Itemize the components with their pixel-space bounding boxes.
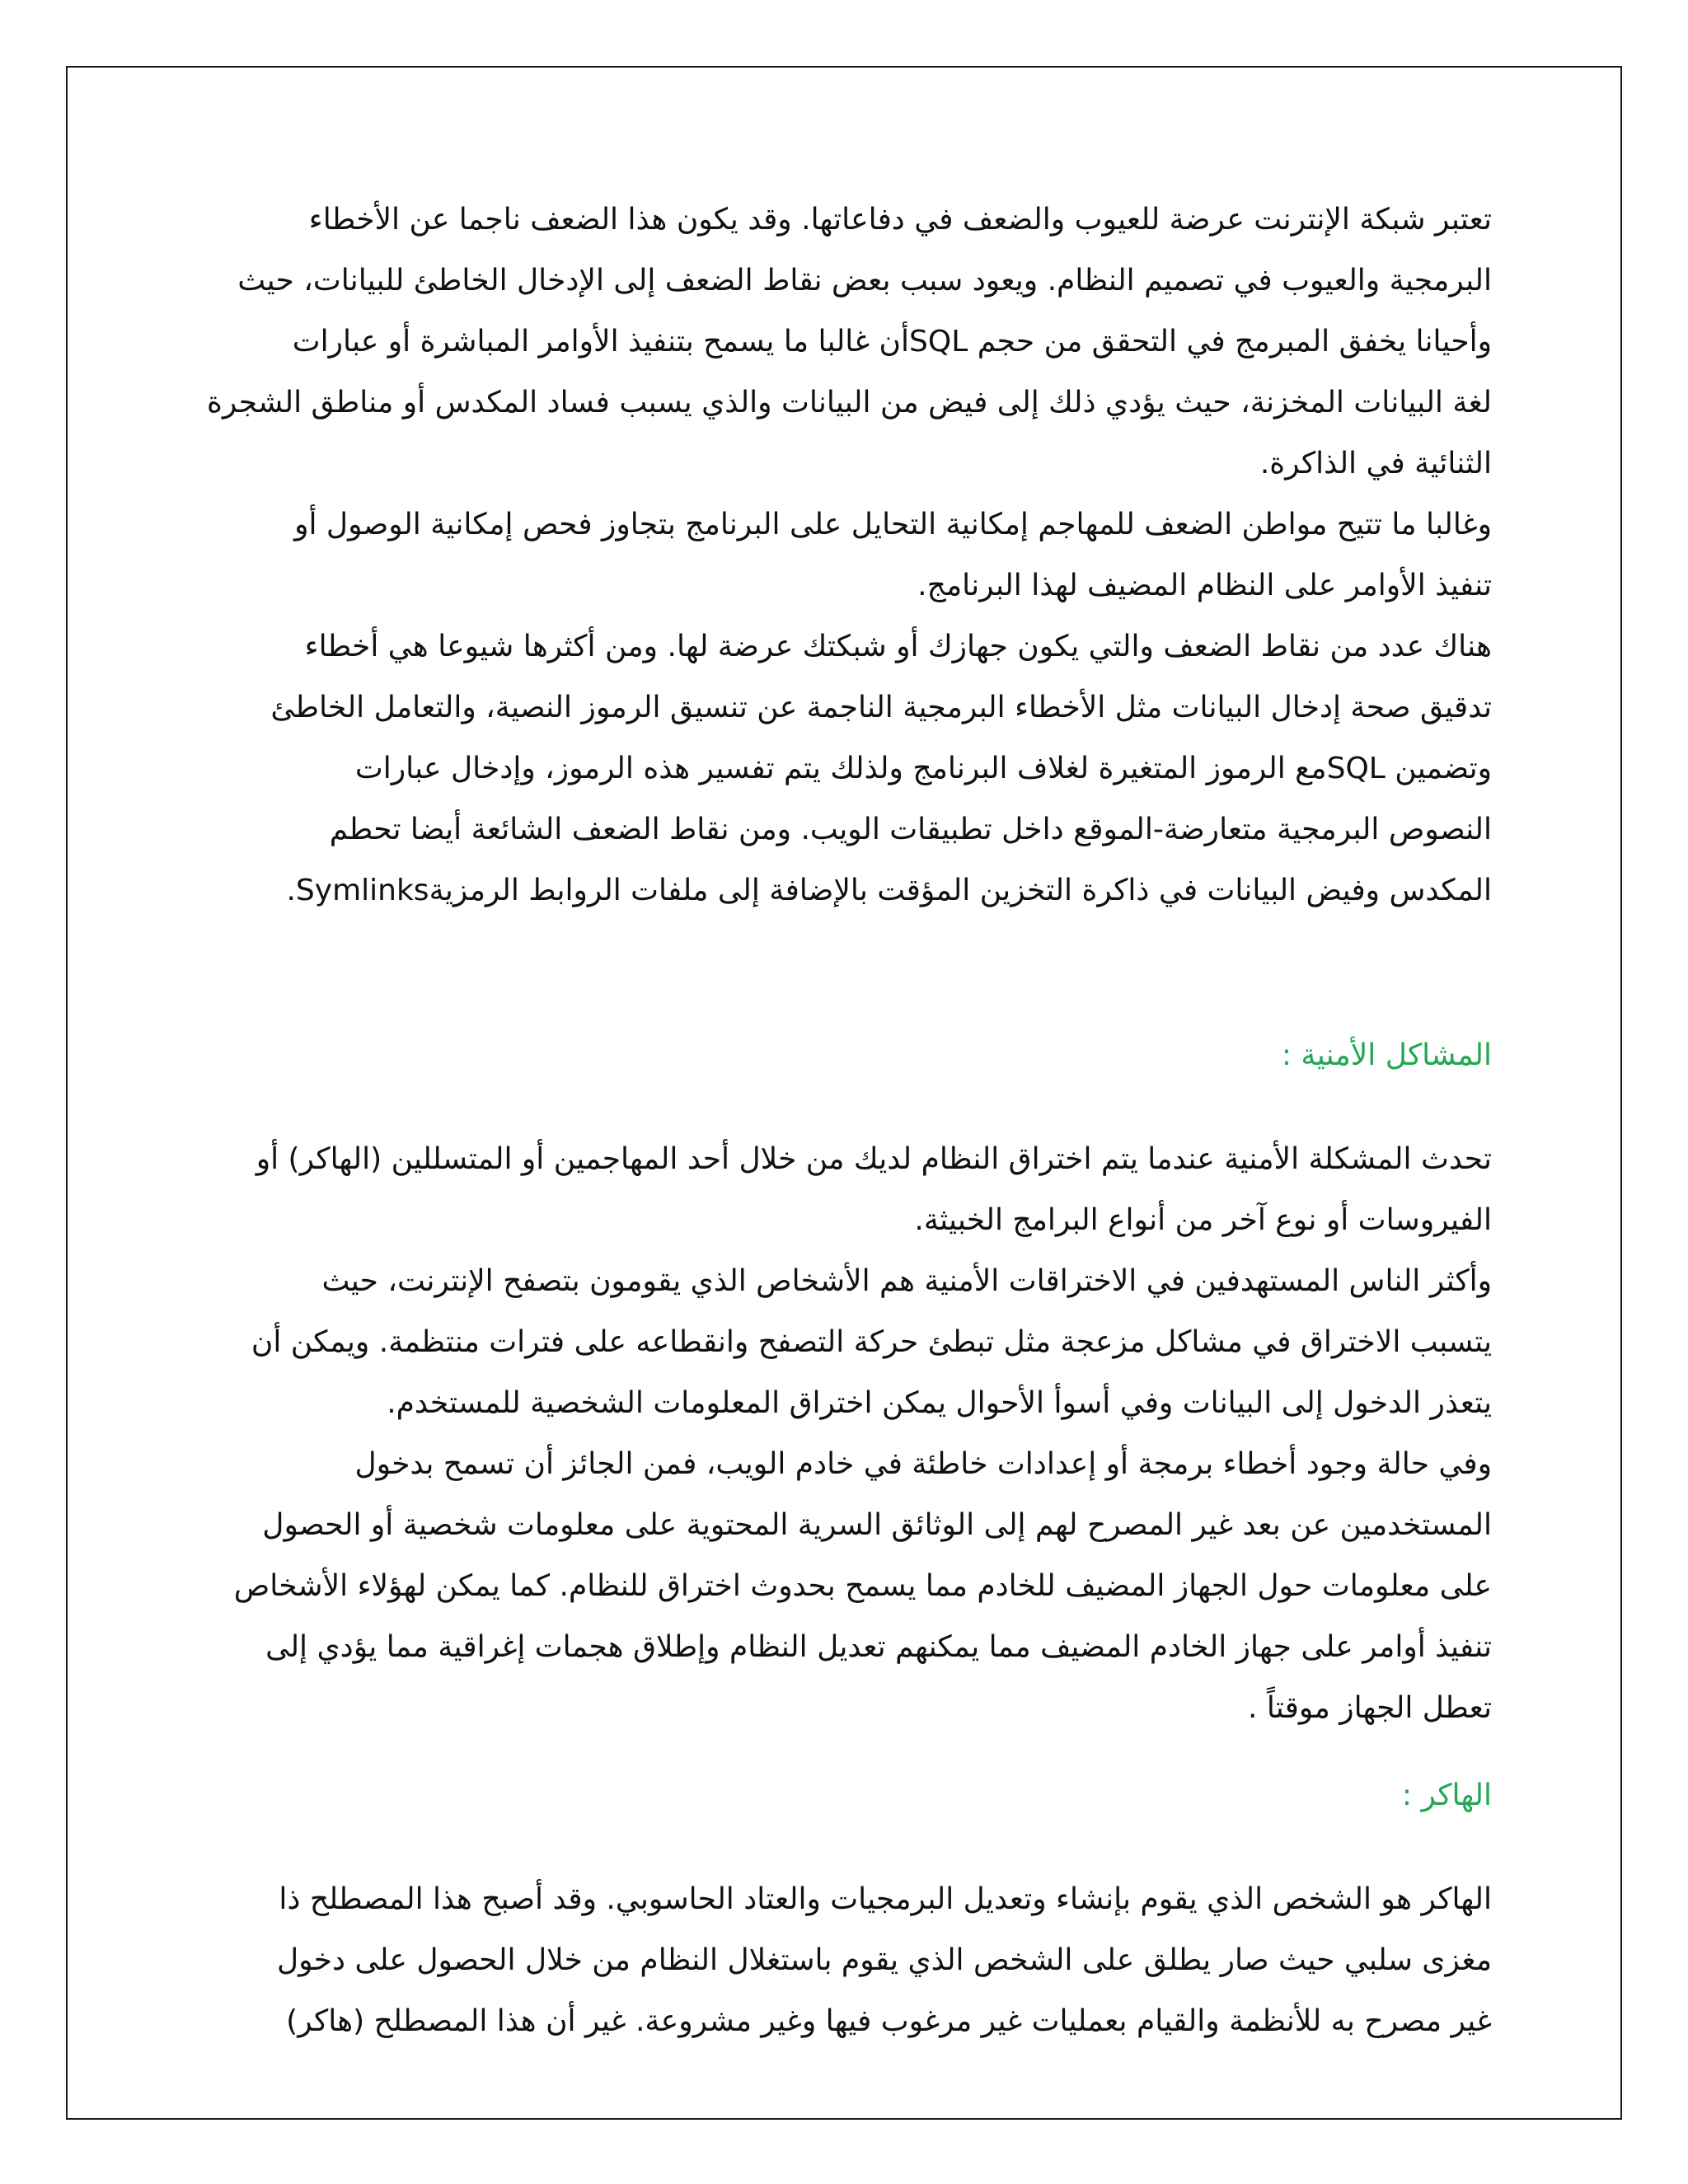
- document-body: [181, 190, 1492, 2052]
- text-line: غير مصرح به للأنظمة والقيام بعمليات غير مرغوب فيها وغير مشروعة. غير أن هذا المصطلح (هاكر): [286, 2004, 1492, 2038]
- text-line: وفي حالة وجود أخطاء برمجة أو إعدادات خاطئة في خادم الويب، فمن الجائز أن تسمح بدخول: [354, 1447, 1492, 1481]
- text-line: النصوص البرمجية متعارضة-الموقع داخل تطبيقات الويب. ومن نقاط الضعف الشائعة أيضا تحطم: [329, 813, 1492, 846]
- text-line: لغة البيانات المخزنة، حيث يؤدي ذلك إلى فيض من البيانات والذي يسبب فساد المكدس أو مناطق الشجرة: [207, 386, 1492, 419]
- text-line: وأكثر الناس المستهدفين في الاختراقات الأمنية هم الأشخاص الذي يقومون بتصفح الإنترنت، حيث: [321, 1264, 1492, 1298]
- paragraph-hacker: [181, 1869, 1492, 2052]
- text-line: الثنائية في الذاكرة.: [1259, 447, 1492, 480]
- text-line: تحدث المشكلة الأمنية عندما يتم اختراق النظام لديك من خلال أحد المهاجمين أو المتسللين (الهاكر) أو: [256, 1142, 1492, 1176]
- text-line: .Symlinksالمكدس وفيض البيانات في ذاكرة التخزين المؤقت بالإضافة إلى ملفات الروابط الرمزية: [286, 874, 1492, 907]
- text-line: تدقيق صحة إدخال البيانات مثل الأخطاء البرمجية الناجمة عن تنسيق الرموز النصية، والتعامل الخاطئ: [270, 691, 1492, 724]
- text-line: تعتبر شبكة الإنترنت عرضة للعيوب والضعف في دفاعاتها. وقد يكون هذا الضعف ناجما عن الأخطاء: [308, 203, 1492, 237]
- text-line: تنفيذ الأوامر على النظام المضيف لهذا البرنامج.: [917, 569, 1492, 602]
- text-line: يتسبب الاختراق في مشاكل مزعجة مثل تبطئ حركة التصفح وانقطاعه على فترات منتظمة. ويمكن أن: [251, 1325, 1492, 1359]
- text-line: وأحيانا يخفق المبرمج في التحقق من حجم SQLأن غالبا ما يسمح بتنفيذ الأوامر المباشرة أو عبارات: [292, 325, 1492, 359]
- text-line: يتعذر الدخول إلى البيانات وفي أسوأ الأحوال يمكن اختراق المعلومات الشخصية للمستخدم.: [387, 1386, 1492, 1420]
- paragraph-security: [181, 1129, 1492, 1739]
- text-line: مغزى سلبي حيث صار يطلق على الشخص الذي يقوم باستغلال النظام من خلال الحصول على دخول: [276, 1943, 1492, 1977]
- section-heading-hacker: الهاكر :: [1401, 1779, 1492, 1812]
- text-line: هناك عدد من نقاط الضعف والتي يكون جهازك أو شبكتك عرضة لها. ومن أكثرها شيوعا هي أخطاء: [304, 630, 1492, 663]
- text-line: البرمجية والعيوب في تصميم النظام. ويعود سبب بعض نقاط الضعف إلى الإدخال الخاطئ للبيانات، حيث: [237, 264, 1492, 298]
- text-line: الفيروسات أو نوع آخر من أنواع البرامج الخبيثة.: [914, 1203, 1492, 1237]
- section-heading-security: المشاكل الأمنية :: [1281, 1038, 1492, 1072]
- text-line: وتضمين SQLمع الرموز المتغيرة لغلاف البرنامج ولذلك يتم تفسير هذه الرموز، وإدخال عبارات: [354, 752, 1492, 785]
- text-line: تنفيذ أوامر على جهاز الخادم المضيف مما يمكنهم تعديل النظام وإطلاق هجمات إغراقية مما يؤدي إلى: [265, 1630, 1492, 1664]
- text-line: وغالبا ما تتيح مواطن الضعف للمهاجم إمكانية التحايل على البرنامج بتجاوز فحص إمكانية الوصول أو: [294, 508, 1492, 541]
- paragraph-intro: [181, 190, 1492, 921]
- text-line: على معلومات حول الجهاز المضيف للخادم مما يسمح بحدوث اختراق للنظام. كما يمكن لهؤلاء الأشخاص: [233, 1569, 1492, 1603]
- text-line: المستخدمين عن بعد غير المصرح لهم إلى الوثائق السرية المحتوية على معلومات شخصية أو الحصول: [262, 1508, 1492, 1542]
- text-line: الهاكر هو الشخص الذي يقوم بإنشاء وتعديل البرمجيات والعتاد الحاسوبي. وقد أصبح هذا المصطلح ذا: [279, 1882, 1492, 1916]
- text-line: تعطل الجهاز موقتاً .: [1247, 1691, 1492, 1725]
